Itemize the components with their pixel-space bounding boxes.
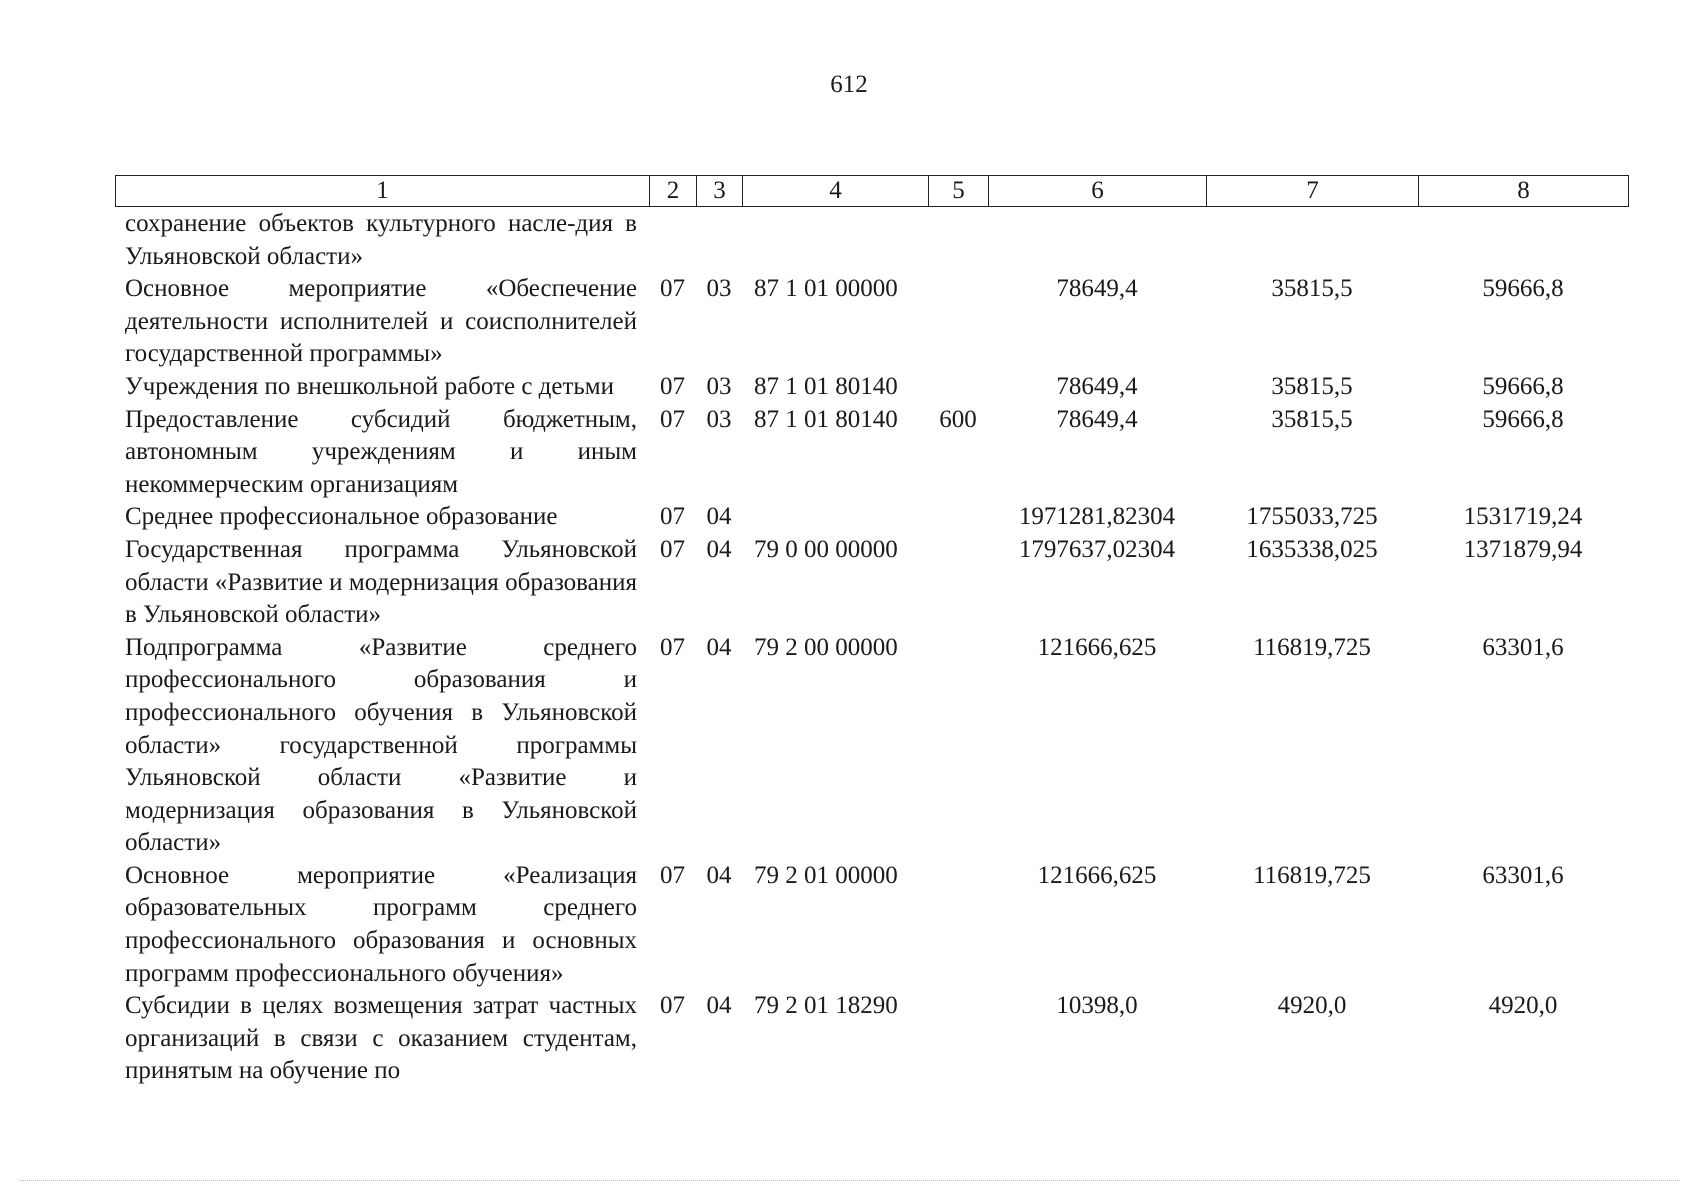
row-section: 07 [660,372,685,400]
row-amount-col7: 1635338,025 [1246,535,1378,563]
header-col-6: 6 [989,176,1207,207]
table-row [115,273,1628,371]
row-name: Субсидии в целях возмещения затрат частных организаций в связи с оказанием студентам, принятым на обучение по [125,992,637,1085]
column-number-header [115,175,1629,207]
row-expense-type [928,990,988,1088]
table-row [115,208,1628,273]
row-name: Среднее профессиональное образование [125,503,558,531]
header-col-8: 8 [1419,176,1629,207]
row-expense-type [928,208,988,273]
row-amount-col7: 35815,5 [1271,405,1353,433]
row-amount-col8: 63301,6 [1482,861,1564,889]
row-amount-col8: 59666,8 [1482,405,1564,433]
row-target-code: 79 2 01 00000 [754,861,898,889]
row-section: 07 [660,275,685,303]
row-name: Основное мероприятие «Обеспечение деятельности исполнителей и соисполнителей государственной программы» [125,275,637,368]
row-expense-type [928,534,988,632]
row-section: 07 [660,535,685,563]
row-amount-col6: 1797637,02304 [1018,535,1176,563]
row-amount-col8: 63301,6 [1482,633,1564,661]
row-amount-col8: 1531719,24 [1463,503,1583,531]
row-amount-col8 [1418,208,1628,273]
row-subsection: 04 [706,633,732,661]
row-amount-col8: 59666,8 [1482,275,1564,303]
row-expense-type [928,860,988,990]
row-amount-col8: 1371879,94 [1463,535,1583,563]
row-subsection: 04 [706,861,732,889]
budget-table [115,208,1628,1088]
scan-edge-line [20,1180,1680,1181]
row-amount-col7: 116819,725 [1253,633,1371,661]
row-amount-col6: 121666,625 [1037,861,1157,889]
row-amount-col6 [988,208,1206,273]
row-amount-col7: 1755033,725 [1246,503,1378,531]
row-section: 07 [660,861,685,889]
table-row [115,860,1628,990]
row-subsection: 03 [706,372,732,400]
row-amount-col6: 121666,625 [1037,633,1157,661]
row-section: 07 [660,503,685,531]
row-amount-col8: 59666,8 [1482,372,1564,400]
row-subsection [696,208,742,273]
header-col-2: 2 [650,176,697,207]
row-subsection: 04 [706,503,732,531]
row-subsection: 04 [706,992,732,1020]
table-row [115,632,1628,860]
header-col-5: 5 [929,176,989,207]
table-row [115,501,1628,534]
row-target-code: 87 1 01 00000 [754,275,898,303]
row-amount-col7: 4920,0 [1277,992,1347,1020]
page-number: 612 [830,71,868,98]
row-amount-col7: 35815,5 [1271,275,1353,303]
table-row [115,371,1628,404]
header-row [116,176,1629,207]
header-col-4: 4 [743,176,929,207]
row-subsection: 03 [706,275,732,303]
row-amount-col7: 116819,725 [1253,861,1371,889]
table-row [115,990,1628,1088]
row-name: Предоставление субсидий бюджетным, автономным учреждениям и иным некоммерческим организациям [125,405,637,498]
row-amount-col7 [1206,208,1418,273]
row-name: Основное мероприятие «Реализация образовательных программ среднего профессионального образования и основных программ профессионального обучения» [125,861,637,987]
row-subsection: 04 [706,535,732,563]
header-col-3: 3 [697,176,743,207]
row-amount-col6: 78649,4 [1056,372,1138,400]
row-expense-type [928,273,988,371]
row-expense-type [928,371,988,404]
row-section: 07 [660,992,685,1020]
row-amount-col6: 10398,0 [1056,992,1138,1020]
row-section [649,208,696,273]
row-expense-type: 600 [939,405,977,433]
row-name: сохранение объектов культурного насле-дия в Ульяновской области» [125,210,637,270]
header-col-7: 7 [1207,176,1419,207]
row-target-code: 79 2 01 18290 [754,992,898,1020]
row-subsection: 03 [706,405,732,433]
row-name: Государственная программа Ульяновской области «Развитие и модернизация образования в Ульяновской области» [125,535,637,629]
row-target-code: 79 2 00 00000 [754,633,898,661]
row-amount-col6: 78649,4 [1056,405,1138,433]
row-section: 07 [660,405,685,433]
row-amount-col6: 78649,4 [1056,275,1138,303]
row-target-code: 79 0 00 00000 [754,535,898,563]
header-col-1: 1 [116,176,650,207]
row-section: 07 [660,633,685,661]
row-expense-type [928,501,988,534]
row-amount-col6: 1971281,82304 [1018,503,1176,531]
row-name: Подпрограмма «Развитие среднего профессионального образования и профессионального обучения в Ульяновской области» государственной программы Ульяновской области «Развитие и модернизация образования в Ульяновской области» [125,633,637,857]
row-amount-col8: 4920,0 [1488,992,1558,1020]
row-target-code [742,208,928,273]
row-amount-col7: 35815,5 [1271,372,1353,400]
row-target-code: 87 1 01 80140 [754,405,898,433]
row-name: Учреждения по внешкольной работе с детьми [125,372,615,400]
row-expense-type [928,632,988,860]
row-target-code: 87 1 01 80140 [754,372,898,400]
table-row [115,534,1628,632]
table-row [115,404,1628,502]
row-target-code [742,501,928,534]
